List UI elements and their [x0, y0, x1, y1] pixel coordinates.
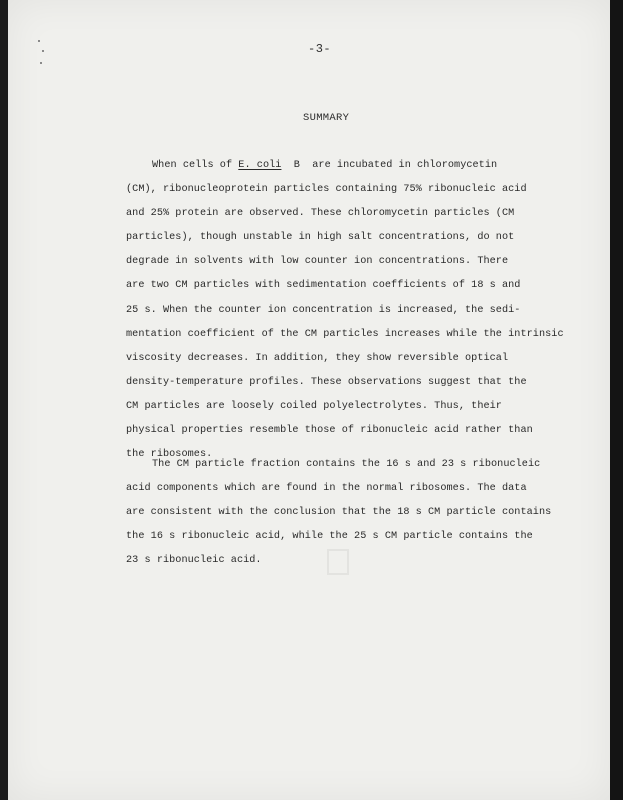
paragraph-1-line-2: (CM), ribonucleoprotein particles containing 75% ribonucleic acid [126, 184, 527, 196]
paragraph-2-block [126, 477, 552, 573]
paragraph-1-line-10: density-temperature profiles. These observations suggest that the [126, 376, 527, 388]
paragraph-2-line-5: 23 s ribonucleic acid. [126, 555, 262, 567]
speck [40, 62, 42, 64]
paragraph-1-line-9: viscosity decreases. In addition, they show reversible optical [126, 352, 509, 364]
paragraph-1-line-12: physical properties resemble those of ribonucleic acid rather than [126, 425, 533, 437]
scan-border [610, 0, 623, 800]
summary-body [152, 154, 552, 178]
paragraph-2-line-4: the 16 s ribonucleic acid, while the 25 s CM particle contains the [126, 531, 533, 543]
summary-heading: SUMMARY [303, 112, 350, 124]
paragraph-1-line-6: are two CM particles with sedimentation coefficients of 18 s and [126, 280, 521, 292]
paragraph-1-line-1 [152, 154, 552, 178]
scan-specks [38, 40, 58, 80]
page-number: -3- [308, 42, 332, 56]
paragraph-1-line-4: particles), though unstable in high salt concentrations, do not [126, 232, 515, 244]
document-page [8, 0, 610, 800]
text-run: B are incubated in chloromycetin [281, 160, 498, 171]
paragraph-1-block [126, 178, 564, 467]
paragraph-1-line-5: degrade in solvents with low counter ion concentrations. There [126, 256, 509, 268]
text-run: When cells of [152, 160, 239, 171]
paragraph-2-first-line-block [152, 453, 552, 477]
speck [42, 50, 44, 52]
paragraph-2-line-3: are consistent with the conclusion that the 18 s CM particle contains [126, 507, 552, 519]
paragraph-2-line-1: The CM particle fraction contains the 16 s and 23 s ribonucleic [152, 459, 541, 470]
paragraph-1-line-11: CM particles are loosely coiled polyelectrolytes. Thus, their [126, 400, 502, 412]
speck [38, 40, 40, 42]
e-coli-underlined: E. coli [238, 160, 282, 171]
paragraph-1-line-3: and 25% protein are observed. These chloromycetin particles (CM [126, 208, 515, 220]
paragraph-1-line-13: the ribosomes. [126, 449, 213, 461]
paragraph-1-line-8: mentation coefficient of the CM particles increases while the intrinsic [126, 328, 564, 340]
paragraph-2-line-2: acid components which are found in the normal ribosomes. The data [126, 483, 527, 495]
paragraph-1-line-7: 25 s. When the counter ion concentration is increased, the sedi- [126, 304, 521, 316]
